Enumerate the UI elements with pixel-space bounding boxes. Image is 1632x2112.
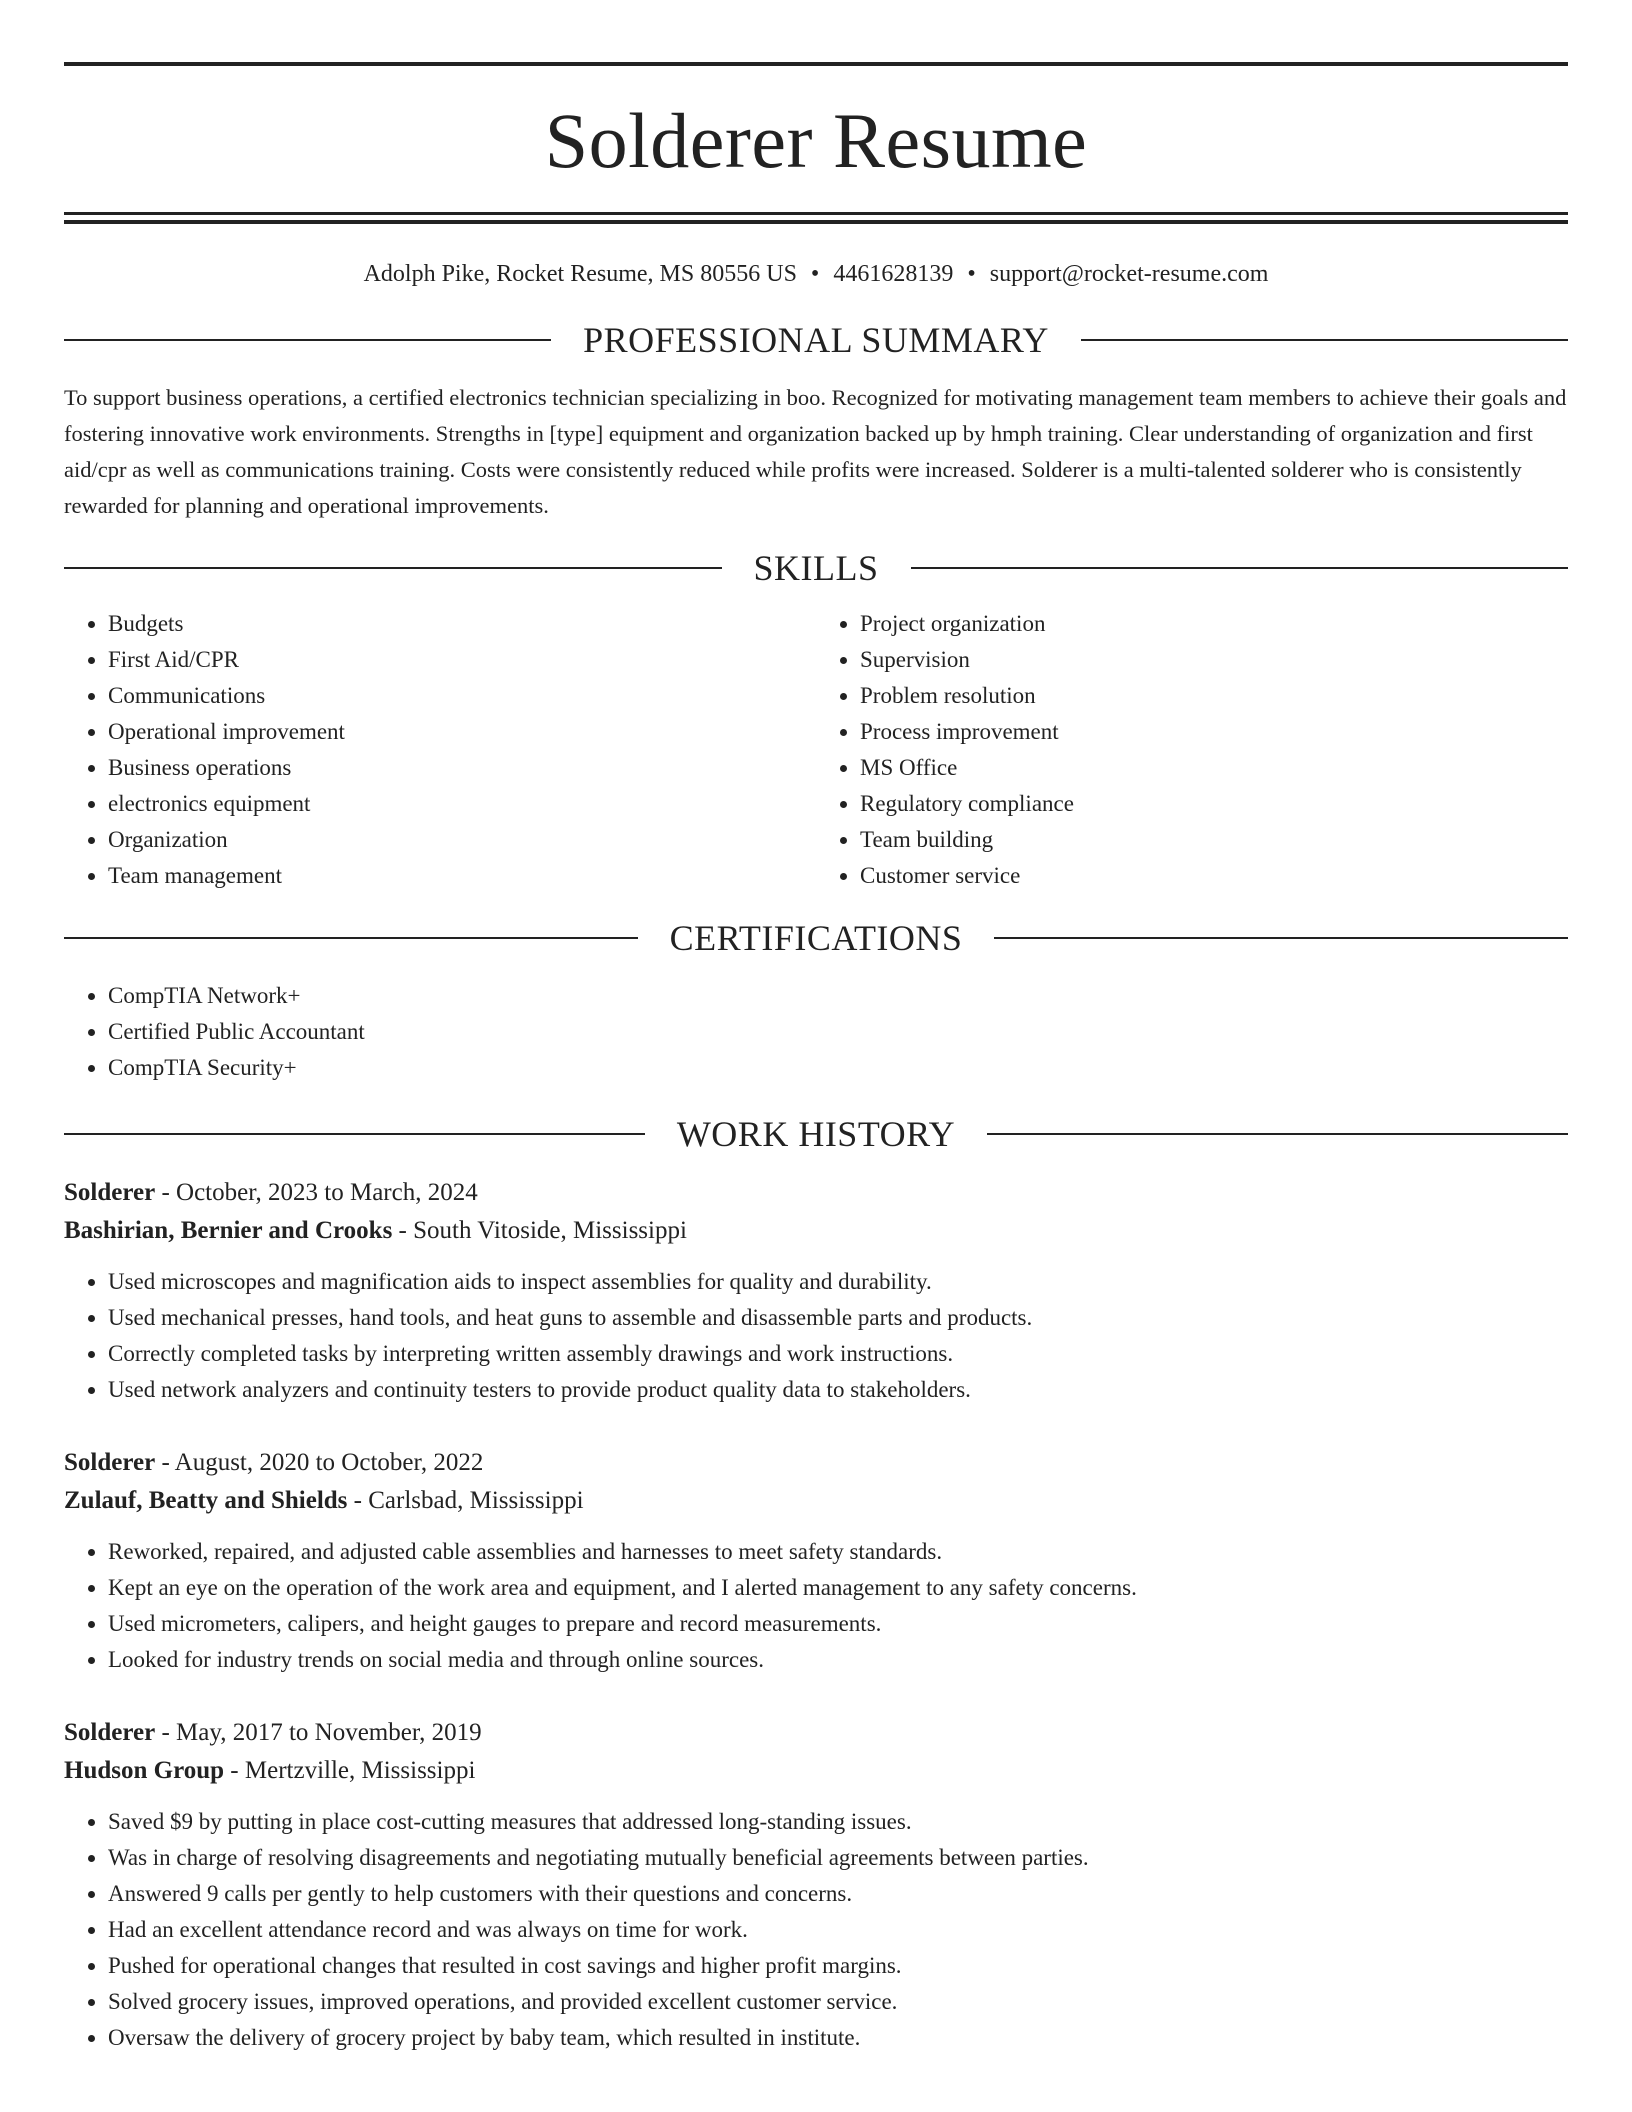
certification-item: • CompTIA Security+: [108, 1050, 1568, 1086]
contact-email: support@rocket-resume.com: [989, 261, 1269, 287]
job-bullet: • Had an excellent attendance record and was always on time for work.: [108, 1912, 1568, 1948]
section-rule-left: [64, 937, 638, 939]
job-dates: - August, 2020 to October, 2022: [155, 1449, 484, 1476]
job-bullets: [64, 1804, 1568, 2056]
skills-column-right: [816, 606, 1568, 894]
job-bullet: • Oversaw the delivery of grocery project by baby team, which resulted in institute.: [108, 2020, 1568, 2056]
skill-item: • Communications: [108, 678, 816, 714]
skills-column-left: [64, 606, 816, 894]
job-location: - South Vitoside, Mississippi: [392, 1217, 687, 1244]
job-title-line: [64, 1444, 1568, 1482]
section-rule-right: [911, 567, 1569, 569]
resume-title: Solderer Resume: [544, 97, 1088, 184]
certification-item: • CompTIA Network+: [108, 978, 1568, 1014]
certifications-list: [64, 978, 1568, 1086]
contact-phone: 4461628139: [833, 261, 954, 287]
contact-address: Adolph Pike, Rocket Resume, MS 80556 US: [363, 261, 797, 287]
section-rule-right: [987, 1133, 1568, 1135]
job-dates: - October, 2023 to March, 2024: [155, 1179, 478, 1206]
skill-item: • Team building: [860, 822, 1568, 858]
job-bullet: • Saved $9 by putting in place cost-cutting measures that addressed long-standing issues.: [108, 1804, 1568, 1840]
section-title-work: WORK HISTORY: [676, 1114, 956, 1154]
summary-section-header: [64, 322, 1568, 358]
job-company-line: [64, 1212, 1568, 1250]
job-location: - Carlsbad, Mississippi: [347, 1487, 584, 1514]
contact-line: [64, 262, 1568, 286]
work-section-header: [64, 1116, 1568, 1152]
job-bullet: • Pushed for operational changes that resulted in cost savings and higher profit margins.: [108, 1948, 1568, 1984]
job-bullet: • Was in charge of resolving disagreements and negotiating mutually beneficial agreements between parties.: [108, 1840, 1568, 1876]
section-title-summary: PROFESSIONAL SUMMARY: [583, 320, 1049, 360]
job-bullets: [64, 1534, 1568, 1678]
skill-item: • Supervision: [860, 642, 1568, 678]
section-title-certifications: CERTIFICATIONS: [669, 918, 963, 958]
skill-item: • First Aid/CPR: [108, 642, 816, 678]
skill-item: • Process improvement: [860, 714, 1568, 750]
job-bullet: • Looked for industry trends on social media and through online sources.: [108, 1642, 1568, 1678]
job-title: Solderer: [64, 1179, 156, 1206]
skills-grid: [64, 606, 1568, 894]
skill-item: • MS Office: [860, 750, 1568, 786]
job-location: - Mertzville, Mississippi: [224, 1757, 476, 1784]
job-bullet: • Solved grocery issues, improved operations, and provided excellent customer service.: [108, 1984, 1568, 2020]
job-bullet: • Answered 9 calls per gently to help customers with their questions and concerns.: [108, 1876, 1568, 1912]
skill-item: • Budgets: [108, 606, 816, 642]
contact-separator: •: [810, 261, 820, 287]
skill-item: • Team management: [108, 858, 816, 894]
job-entry: [64, 1714, 1568, 2056]
job-title: Solderer: [64, 1449, 156, 1476]
job-bullet: • Used network analyzers and continuity testers to provide product quality data to stakeholders.: [108, 1372, 1568, 1408]
certification-item: • Certified Public Accountant: [108, 1014, 1568, 1050]
certifications-section-header: [64, 920, 1568, 956]
summary-text: To support business operations, a certified electronics technician specializing in boo. Recognized for motivating management team members to achieve their goals and fostering innovative work environments. Strengths in [type] equipment and organization backed up by hmph training. Clear understanding of organization and first aid/cpr as well as communications training. Costs were consistently reduced while profits were increased. Solderer is a multi-talented solderer who is consistently rewarded for planning and operational improvements.: [64, 385, 1567, 518]
job-bullet: • Used mechanical presses, hand tools, and heat guns to assemble and disassemble parts and products.: [108, 1300, 1568, 1336]
skills-section-header: [64, 550, 1568, 586]
section-rule-left: [64, 1133, 645, 1135]
title-double-rule: [64, 212, 1568, 224]
job-company-line: [64, 1752, 1568, 1790]
job-entry: [64, 1444, 1568, 1678]
section-rule-left: [64, 339, 551, 341]
job-bullet: • Used microscopes and magnification aids to inspect assemblies for quality and durability.: [108, 1264, 1568, 1300]
job-bullet: • Used micrometers, calipers, and height gauges to prepare and record measurements.: [108, 1606, 1568, 1642]
job-company: Zulauf, Beatty and Shields: [64, 1487, 348, 1514]
job-company: Bashirian, Bernier and Crooks: [64, 1217, 393, 1244]
job-title: Solderer: [64, 1719, 156, 1746]
section-rule-right: [994, 937, 1568, 939]
skill-item: • Customer service: [860, 858, 1568, 894]
job-bullets: [64, 1264, 1568, 1408]
job-company: Hudson Group: [64, 1757, 225, 1784]
job-dates: - May, 2017 to November, 2019: [155, 1719, 482, 1746]
job-bullet: • Correctly completed tasks by interpreting written assembly drawings and work instructions.: [108, 1336, 1568, 1372]
job-title-line: [64, 1714, 1568, 1752]
skill-item: • electronics equipment: [108, 786, 816, 822]
skill-item: • Problem resolution: [860, 678, 1568, 714]
section-title-skills: SKILLS: [753, 548, 879, 588]
job-company-line: [64, 1482, 1568, 1520]
job-entry: [64, 1174, 1568, 1408]
section-rule-right: [1081, 339, 1568, 341]
skill-item: • Project organization: [860, 606, 1568, 642]
section-rule-left: [64, 567, 722, 569]
skill-item: • Organization: [108, 822, 816, 858]
skill-item: • Operational improvement: [108, 714, 816, 750]
skill-item: • Business operations: [108, 750, 816, 786]
job-title-line: [64, 1174, 1568, 1212]
top-rule: [64, 62, 1568, 66]
skill-item: • Regulatory compliance: [860, 786, 1568, 822]
job-bullet: • Kept an eye on the operation of the work area and equipment, and I alerted management to any safety concerns.: [108, 1570, 1568, 1606]
job-bullet: • Reworked, repaired, and adjusted cable assemblies and harnesses to meet safety standards.: [108, 1534, 1568, 1570]
contact-separator: •: [967, 261, 976, 287]
